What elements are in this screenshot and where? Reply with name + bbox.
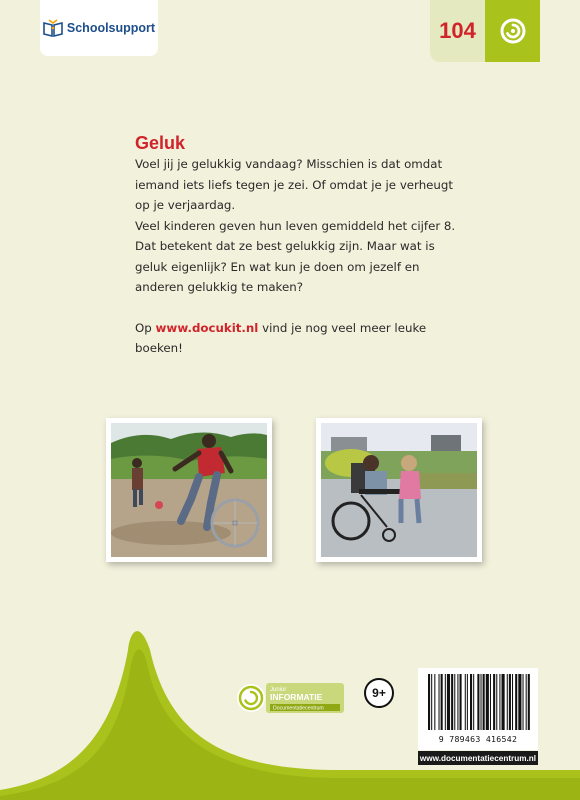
barcode-bar	[465, 674, 466, 730]
publisher-name: Schoolsupport	[66, 21, 156, 35]
barcode-bar	[460, 674, 462, 730]
barcode-bar	[499, 674, 500, 730]
isbn-number: 9 789463 416542	[438, 734, 518, 744]
barcode-bar	[467, 674, 468, 730]
book-title: Geluk	[135, 133, 186, 153]
barcode-bar	[473, 674, 474, 730]
back-cover-text	[135, 132, 465, 359]
barcode-bar	[528, 674, 530, 730]
series-logo-panel	[485, 0, 540, 62]
barcode-bar	[457, 674, 458, 730]
photo-children-playing	[106, 418, 272, 562]
intro-paragraph: Voel jij je gelukkig vandaag? Misschien is dat omdat iemand iets liefs tegen je zei. Of omdat je je verheugt op je verjaardag.	[135, 157, 454, 212]
website-suffix: vind je nog veel meer leuke boeken!	[135, 320, 427, 355]
barcode-bar	[481, 674, 482, 730]
barcode-bar	[512, 674, 513, 730]
series-logo	[236, 680, 346, 716]
barcode-bar	[507, 674, 508, 730]
barcode-bars	[418, 668, 538, 734]
barcode-bar	[490, 674, 491, 730]
body-paragraph: Veel kinderen geven hun leven gemiddeld het cijfer 8. Dat betekent dat ze best gelukkig zijn. Maar wat is geluk eigenlijk? En wat kun je doen om jezelf en anderen gelukkig te maken?	[135, 218, 456, 294]
barcode-bar	[493, 674, 495, 730]
age-badge: 9+	[364, 678, 394, 708]
book-icon	[43, 19, 63, 37]
spiral-icon	[500, 18, 526, 44]
barcode-bar	[451, 674, 453, 730]
series-tab	[430, 0, 540, 62]
barcode-bar	[502, 674, 505, 730]
barcode-bar	[447, 674, 450, 730]
barcode-bar	[526, 674, 527, 730]
barcode-bar	[434, 674, 435, 730]
series-number: 104	[430, 0, 485, 62]
series-logo-line1: Junior	[270, 687, 287, 693]
photo-wheelchair-friends	[316, 418, 482, 562]
barcode-bar	[515, 674, 517, 730]
barcode-bar	[441, 674, 443, 730]
barcode-bar	[518, 674, 521, 730]
barcode-bar	[428, 674, 430, 730]
barcode-bar	[454, 674, 455, 730]
barcode-bar	[486, 674, 489, 730]
publisher-logo	[40, 0, 158, 56]
barcode-bar	[431, 674, 432, 730]
barcode-bar	[496, 674, 497, 730]
series-logo-line2: INFORMATIE	[270, 692, 323, 702]
isbn-barcode	[418, 668, 538, 750]
barcode-bar	[523, 674, 524, 730]
website-prefix: Op	[135, 320, 156, 335]
photo-image	[321, 423, 477, 557]
publisher-website[interactable]: www.documentatiecentrum.nl	[418, 751, 538, 765]
barcode-bar	[445, 674, 446, 730]
series-logo-line3: Documentatiecentrum	[273, 705, 324, 712]
photo-image	[111, 423, 267, 557]
barcode-bar	[509, 674, 511, 730]
barcode-bar	[470, 674, 472, 730]
barcode-bar	[439, 674, 440, 730]
barcode-bar	[477, 674, 479, 730]
website-link[interactable]: www.docukit.nl	[155, 320, 259, 335]
barcode-bar	[483, 674, 485, 730]
website-line	[135, 318, 465, 359]
